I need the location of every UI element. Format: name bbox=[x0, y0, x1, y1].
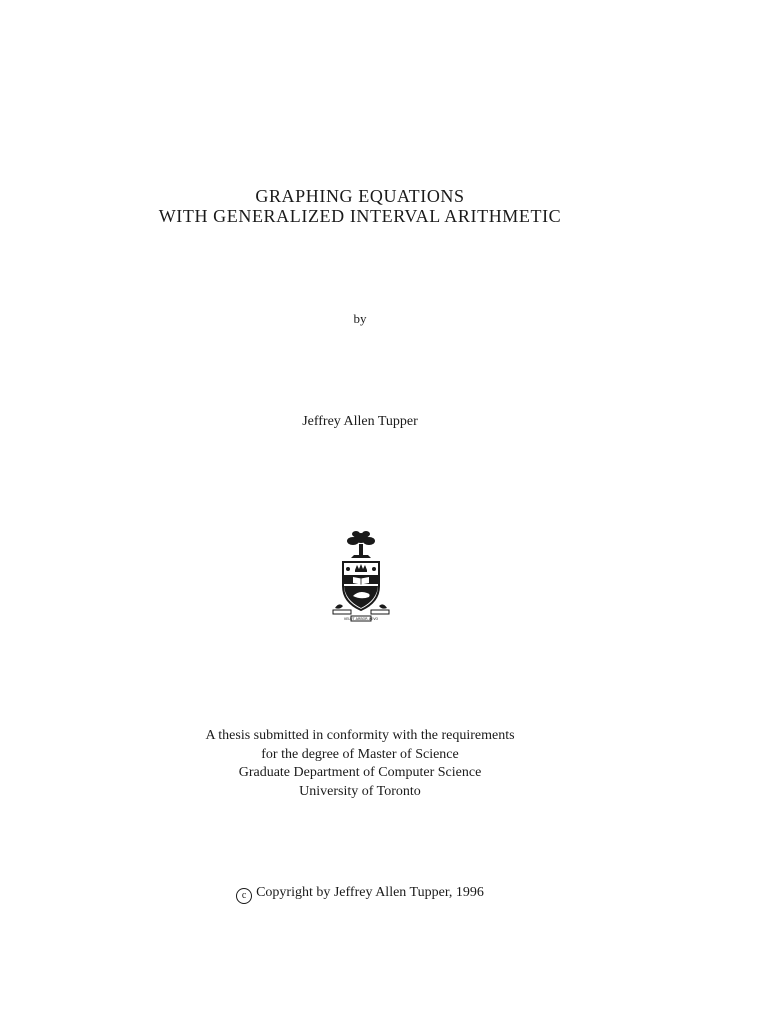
thesis-title bbox=[100, 186, 620, 226]
copyright-icon: c bbox=[236, 888, 252, 904]
byline: by bbox=[353, 311, 367, 326]
copyright-notice bbox=[100, 884, 620, 904]
statement-line-2: for the degree of Master of Science bbox=[261, 746, 459, 762]
author-name: Jeffrey Allen Tupper bbox=[302, 414, 418, 429]
statement-line-3: Graduate Department of Computer Science bbox=[238, 765, 482, 780]
crest-motto: VELUT ARBOR AEVO bbox=[343, 617, 379, 621]
statement-line-1: A thesis submitted in conformity with the requirements bbox=[205, 728, 515, 743]
tree-icon bbox=[347, 531, 375, 558]
statement-line-4: University of Toronto bbox=[299, 783, 421, 799]
shield-icon bbox=[343, 562, 379, 610]
thesis-title-line-1: GRAPHING EQUATIONS bbox=[255, 186, 465, 206]
copyright-text: Copyright by Jeffrey Allen Tupper, 1996 bbox=[256, 885, 484, 900]
thesis-statement bbox=[100, 727, 620, 801]
thesis-title-line-2: WITH GENERALIZED INTERVAL ARITHMETIC bbox=[158, 206, 562, 226]
university-crest-icon bbox=[331, 530, 391, 626]
